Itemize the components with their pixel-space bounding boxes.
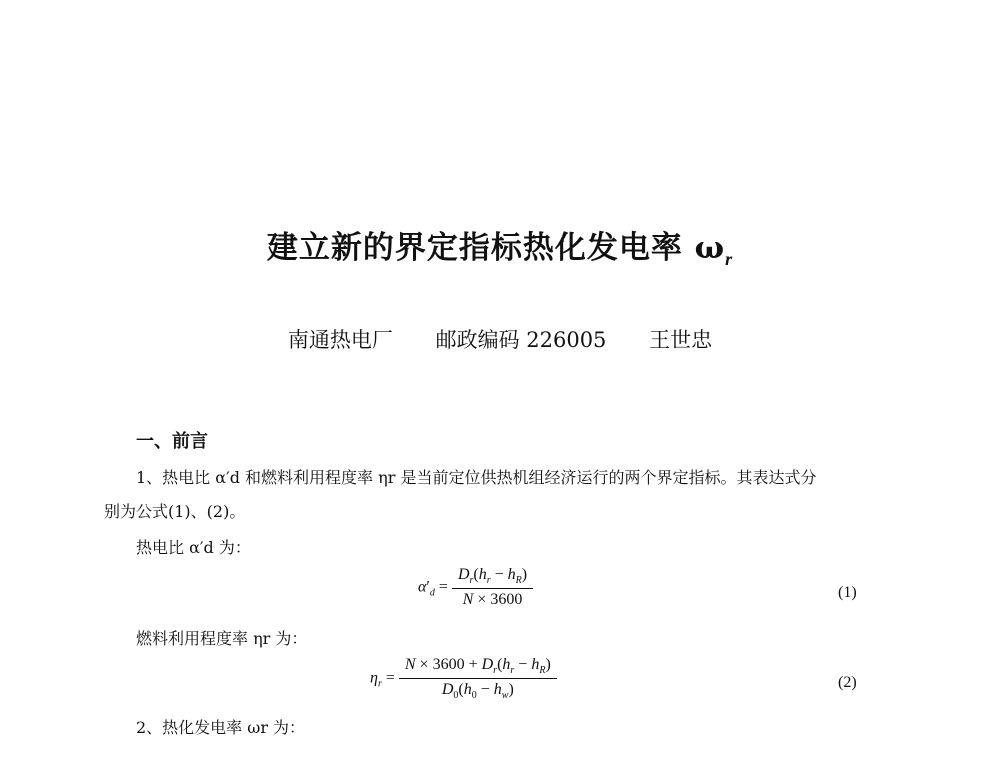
author-name: 王世忠 [649, 328, 713, 352]
equation-1-intro: 热电比 α′d 为： [136, 538, 251, 557]
title-subscript: r [725, 249, 734, 270]
title-text: 建立新的界定指标热化发电率 ω [266, 230, 726, 266]
paragraph-1-line-1: 1、热电比 α′d 和燃料利用程度率 ηr 是当前定位供热机组经济运行的两个界定指标。其表达式分 [136, 468, 817, 487]
equation-1-number: (1) [838, 584, 857, 601]
postal-code: 邮政编码 226005 [435, 328, 607, 352]
equation-2-intro: 燃料利用程度率 ηr 为： [136, 629, 308, 648]
paragraph-2: 2、热化发电率 ωr 为： [136, 718, 306, 737]
equation-1: $\alpha'_d$ = $\frac{D_r(h_r - h_R)}{N \times 3600}$ [418, 566, 533, 609]
equation-2-number: (2) [838, 674, 857, 691]
paragraph-1-line-2: 别为公式(1)、(2)。 [104, 502, 246, 521]
equation-2: $\eta_r$ = $\frac{N \times 3600 + D_r(h_r - h_R)}{D_0(h_0 - h_w)}$ [370, 656, 557, 701]
section-heading: 一、前言 [136, 431, 208, 452]
page-title [0, 222, 1000, 270]
author-organization: 南通热电厂 [287, 328, 393, 352]
author-line [0, 324, 1000, 354]
